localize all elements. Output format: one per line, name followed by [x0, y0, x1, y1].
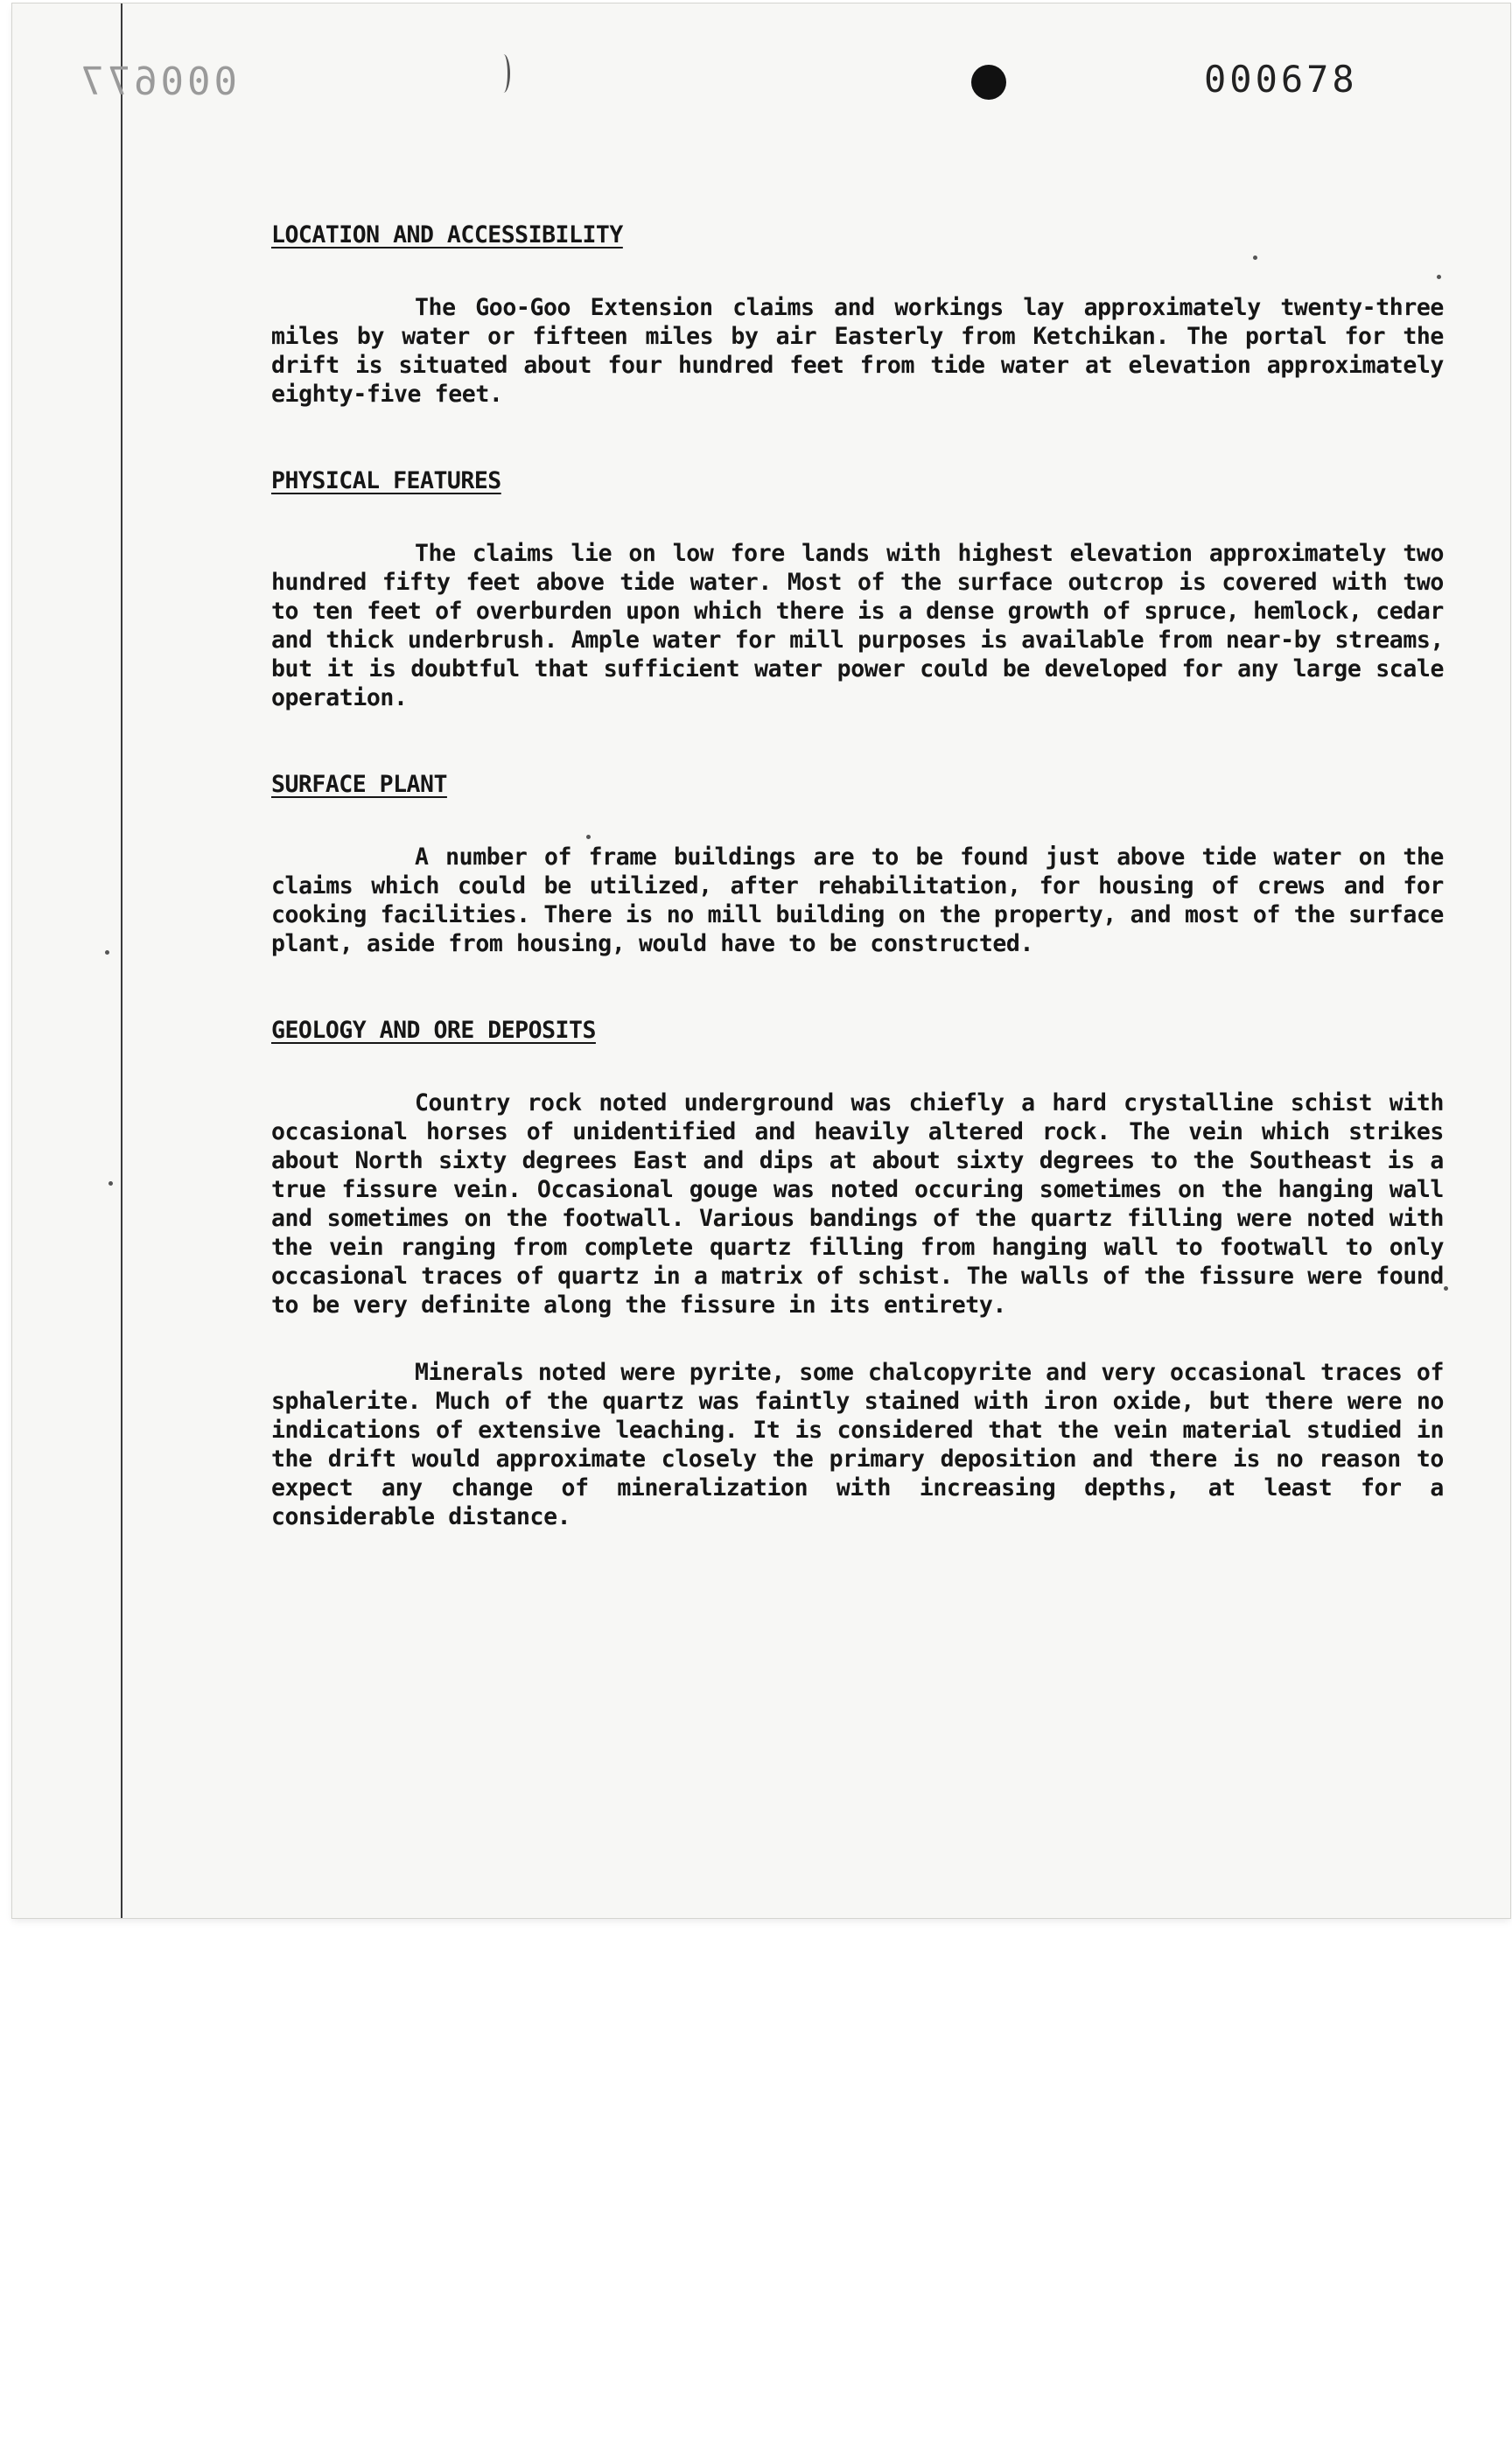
paragraph-physical-features: The claims lie on low fore lands with highest elevation approximately two hundred fifty feet above tide water. Most of the surface outcrop is covered with two to ten feet of overburden upon which there is a dense growth of spruce, hemlock, cedar and thick underbrush. Ample water for mill purposes is available from near-by streams, but it is doubtful that sufficient water power could be developed for any large scale operation.	[271, 540, 1444, 711]
heading-geology-ore-deposits: GEOLOGY AND ORE DEPOSITS	[271, 1017, 596, 1044]
heading-physical-features: PHYSICAL FEATURES	[271, 467, 501, 494]
document-body	[271, 220, 1444, 1531]
document-page	[12, 4, 1510, 1918]
speck	[105, 950, 109, 955]
page-number: 000678	[1204, 58, 1358, 101]
mirrored-bleed-through-number: 000677	[77, 60, 237, 104]
paragraph-surface-plant: A number of frame buildings are to be found just above tide water on the claims which could be utilized, after rehabilitation, for housing of crews and for cooking facilities. There is no mill building on the property, and most of the surface plant, aside from housing, would have to be constructed.	[271, 844, 1444, 957]
punch-hole	[971, 65, 1006, 100]
speck	[108, 1181, 113, 1186]
paragraph-location: The Goo-Goo Extension claims and workings lay approximately twenty-three miles by water or fifteen miles by air Easterly from Ketchikan. The portal for the drift is situated about four hundred feet from tide water at elevation approximately eighty-five feet.	[271, 294, 1444, 408]
pencil-mark	[497, 54, 510, 93]
heading-surface-plant: SURFACE PLANT	[271, 771, 447, 798]
paragraph-geology: Country rock noted underground was chiefly a hard crystalline schist with occasional horses of unidentified and heavily altered rock. The vein which strikes about North sixty degrees East and dips at about sixty degrees to the Southeast is a true fissure vein. Occasional gouge was noted occuring sometimes on the hanging wall and sometimes on the footwall. Various bandings of the quartz filling were noted with the vein ranging from complete quartz filling from hanging wall to footwall to only occasional traces of quartz in a matrix of schist. The walls of the fissure were found to be very definite along the fissure in its entirety.	[271, 1089, 1444, 1319]
heading-location-accessibility: LOCATION AND ACCESSIBILITY	[271, 221, 623, 248]
paragraph-minerals: Minerals noted were pyrite, some chalcopyrite and very occasional traces of sphalerite. Much of the quartz was faintly stained with iron oxide, but there were no indications of extensive leaching. It is considered that the vein material studied in the drift would approximate closely the primary deposition and there is no reason to expect any change of mineralization with increasing depths, at least for a considerable distance.	[271, 1359, 1444, 1530]
margin-rule	[121, 4, 122, 1918]
speck	[1444, 1286, 1448, 1291]
